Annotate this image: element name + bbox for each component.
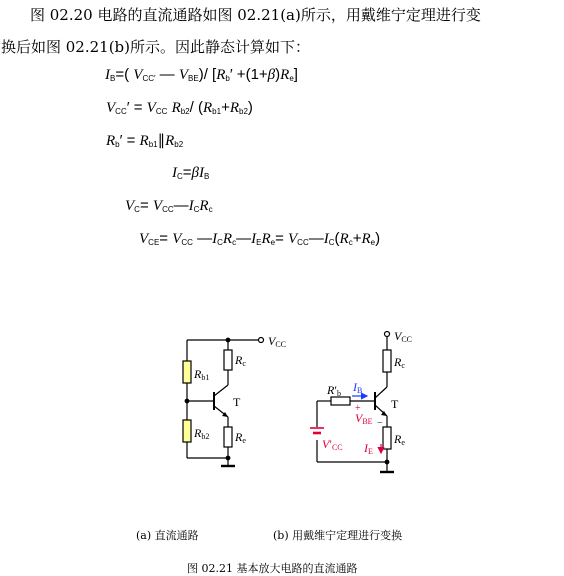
label-rc-b: Rc xyxy=(394,355,405,370)
label-vbe-minus: − xyxy=(377,418,383,429)
label-rb1: Rb1 xyxy=(194,367,210,382)
label-re-b: Re xyxy=(394,432,405,447)
caption-a: (a) 直流通路 xyxy=(136,529,199,542)
base-node-a xyxy=(185,399,189,403)
label-vbe-plus: + xyxy=(355,403,361,414)
caption-b: (b) 用戴维宁定理进行变换 xyxy=(273,529,403,542)
rc-resistor-b xyxy=(383,350,391,372)
label-vcc-a: VCC xyxy=(268,334,287,349)
re-resistor-b xyxy=(383,427,391,449)
label-t-a: T xyxy=(233,395,241,409)
label-ib: IB xyxy=(353,380,363,395)
equation-ic: $I_C=\beta I_B$ xyxy=(172,164,210,181)
bottom-node-b xyxy=(385,460,389,464)
rb2-resistor xyxy=(183,420,191,442)
label-rb-prime: R′b xyxy=(327,383,341,398)
label-vcc-b: VCC xyxy=(394,329,413,344)
label-rb2: Rb2 xyxy=(194,426,210,441)
equation-vcc-prime: $V_{CC}' = V_{CC}$ $R_{b2}/$ $(R_{b1}+R_{b2})$ xyxy=(106,99,253,116)
label-vbe: VBE xyxy=(355,411,373,426)
paragraph-line-2: 换后如图 02.21(b)所示。因此静态计算如下： xyxy=(1,38,311,56)
circuit-a xyxy=(183,338,264,467)
label-re-a: Re xyxy=(235,430,246,445)
vcc-terminal-b xyxy=(385,332,390,337)
label-rc-a: Rc xyxy=(235,353,246,368)
re-resistor-a xyxy=(224,427,232,447)
label-t-b: T xyxy=(391,397,399,411)
transistor-collector-b xyxy=(375,387,387,398)
equation-vc: $V_C=$ $V_{CC}—I_CR_c$ xyxy=(125,197,213,214)
bottom-node-a xyxy=(226,456,230,460)
vcc-terminal-a xyxy=(259,338,264,343)
rc-resistor-a xyxy=(224,350,232,370)
transistor-collector-a xyxy=(214,385,228,396)
rb-prime-resistor xyxy=(331,397,350,405)
figure-caption: 图 02.21 基本放大电路的直流通路 xyxy=(187,562,358,575)
top-node-a xyxy=(226,338,230,342)
equation-vce: $V_{CE}= V_{CC}$ $—I_CR_c—I_ER_e=$ $V_{CC}—I_C(R_c+R_e)$ xyxy=(139,230,381,247)
equation-ib: $I_B=$( $V_{CC'}$ — $V_{BE})/$ $[R_b' +(1+\beta)R_e]$ xyxy=(105,66,298,83)
rb1-resistor xyxy=(183,361,191,383)
label-vcc-prime: V′CC xyxy=(322,437,343,452)
label-ie: IE xyxy=(364,441,373,456)
paragraph-line-1: 图 02.20 电路的直流通路如图 02.21(a)所示，用戴维宁定理进行变 xyxy=(30,6,481,24)
equation-rb-prime: $R_b'$ = $R_{b1}\parallel R_{b2}$ xyxy=(106,132,184,149)
